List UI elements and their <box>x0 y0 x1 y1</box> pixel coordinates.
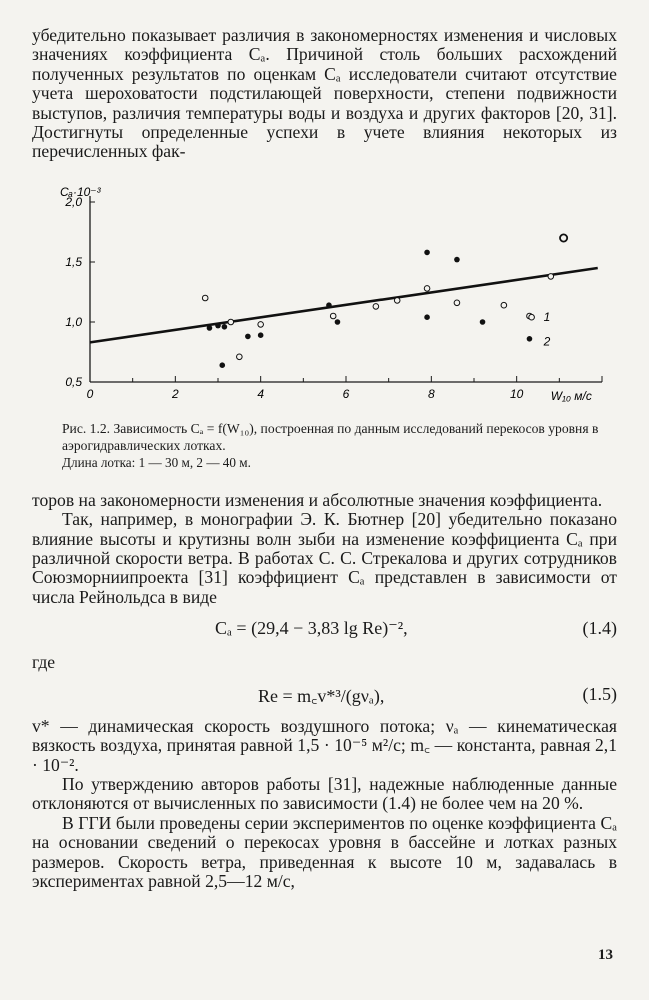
where-label: где <box>32 652 56 673</box>
formula-1-5-expr: Re = m꜀v*³/(gνₐ), <box>258 685 385 706</box>
paragraph-1: убедительно показывает различия в закономерностях изменения и числовых значениях коэффициента Cₐ. Причиной столь больших расхождений полученных результатов по оценкам Cₐ исследователи считают отсутствие учета шероховатости подстилающей поверхности, степени подвижности выступов, различия температуры воды и воздуха и других факторов [20, 31]. Достигнуты определенные успехи в учете влияния некоторых из перечисленных фак- <box>32 25 617 162</box>
formula-1-4-number: (1.4) <box>582 618 617 639</box>
data-point-open <box>560 234 567 241</box>
data-point-filled <box>424 249 430 255</box>
data-point-filled <box>326 302 332 308</box>
data-point-open <box>454 300 460 306</box>
y-tick-label: 1,5 <box>65 254 82 269</box>
data-point-open <box>501 302 507 308</box>
data-point-filled <box>215 323 221 329</box>
paragraph-4: v* — динамическая скорость воздушного потока; νₐ — кинематическая вязкость воздуха, принятая равной 1,5 · 10⁻⁵ м²/с; m꜀ — константа, равная 2,1 · 10⁻². <box>32 715 617 775</box>
y-axis-label: Cₐ·10⁻³ <box>60 184 101 199</box>
formula-1-5-number: (1.5) <box>582 683 617 704</box>
data-point-filled <box>219 362 225 368</box>
x-tick-label: 6 <box>342 386 350 401</box>
paragraph-3: Так, например, в монографии Э. К. Бютнер [20] убедительно показано влияние высоты и крутизны волн зыби на изменение коэффициента Cₐ при различной скорости ветра. В работах С. С. Стрекалова и других сотрудников Союзморниипроекта [31] коэффициент Cₐ представлен в зависимости от числа Рейнольдса в виде <box>32 509 617 607</box>
data-point-filled <box>527 336 533 342</box>
paragraph-5: По утверждению авторов работы [31], надежные наблюденные данные отклоняются от вычисленных по зависимости (1.4) не более чем на 20 %. <box>32 773 617 814</box>
legend-marker-open <box>529 314 535 320</box>
data-point-filled <box>424 314 430 320</box>
data-point-open <box>228 319 234 325</box>
legend-label-1: 1 <box>543 310 551 325</box>
data-point-open <box>237 354 243 360</box>
figure-caption: Рис. 1.2. Зависимость Cₐ = f(W₁₀), построенная по данным исследований перекосов уровня в аэрогидравлических лотках. <box>62 420 599 453</box>
y-tick-label: 0,5 <box>65 374 82 389</box>
page-number: 13 <box>598 947 613 963</box>
data-point-filled <box>245 333 251 339</box>
formula-1-5 <box>32 673 617 717</box>
data-point-open <box>330 313 336 319</box>
y-tick-label: 1,0 <box>65 314 82 329</box>
legend-label-2: 2 <box>543 334 551 349</box>
chart <box>32 184 617 414</box>
paragraph-2: торов на закономерности изменения и абсолютные значения коэффициента. <box>32 489 603 510</box>
data-point-filled <box>222 324 228 330</box>
formula-1-4 <box>32 607 617 651</box>
x-axis-label: W₁₀ м/с <box>550 388 592 403</box>
figure-1-2 <box>32 184 617 414</box>
x-tick-label: 8 <box>427 386 435 401</box>
data-point-filled <box>207 325 213 331</box>
data-point-open <box>202 295 208 301</box>
x-tick-label: 4 <box>257 386 265 401</box>
formula-1-4-expr: Cₐ = (29,4 − 3,83 lg Re)⁻², <box>215 618 408 639</box>
x-tick-label: 2 <box>171 386 179 401</box>
figure-caption-sub: Длина лотка: 1 — 30 м, 2 — 40 м. <box>62 454 251 470</box>
data-point-filled <box>480 319 486 325</box>
page <box>32 26 617 891</box>
data-point-open <box>548 273 554 279</box>
data-point-open <box>258 321 264 327</box>
regression-line <box>90 268 598 342</box>
data-point-filled <box>335 319 341 325</box>
x-tick-label: 10 <box>509 386 524 401</box>
data-point-open <box>373 303 379 309</box>
data-point-open <box>424 285 430 291</box>
data-point-filled <box>454 257 460 263</box>
data-point-filled <box>258 332 264 338</box>
x-tick-label: 0 <box>86 386 94 401</box>
paragraph-6: В ГГИ были проведены серии экспериментов по оценке коэффициента Cₐ на основании сведений о перекосах уровня в бассейне и лотках разных размеров. Скорость ветра, приведенная к высоте 10 м, задавалась в экспериментах равной 2,5—12 м/с, <box>32 812 617 891</box>
data-point-open <box>394 297 400 303</box>
y-tick-label: 2,0 <box>65 194 82 209</box>
